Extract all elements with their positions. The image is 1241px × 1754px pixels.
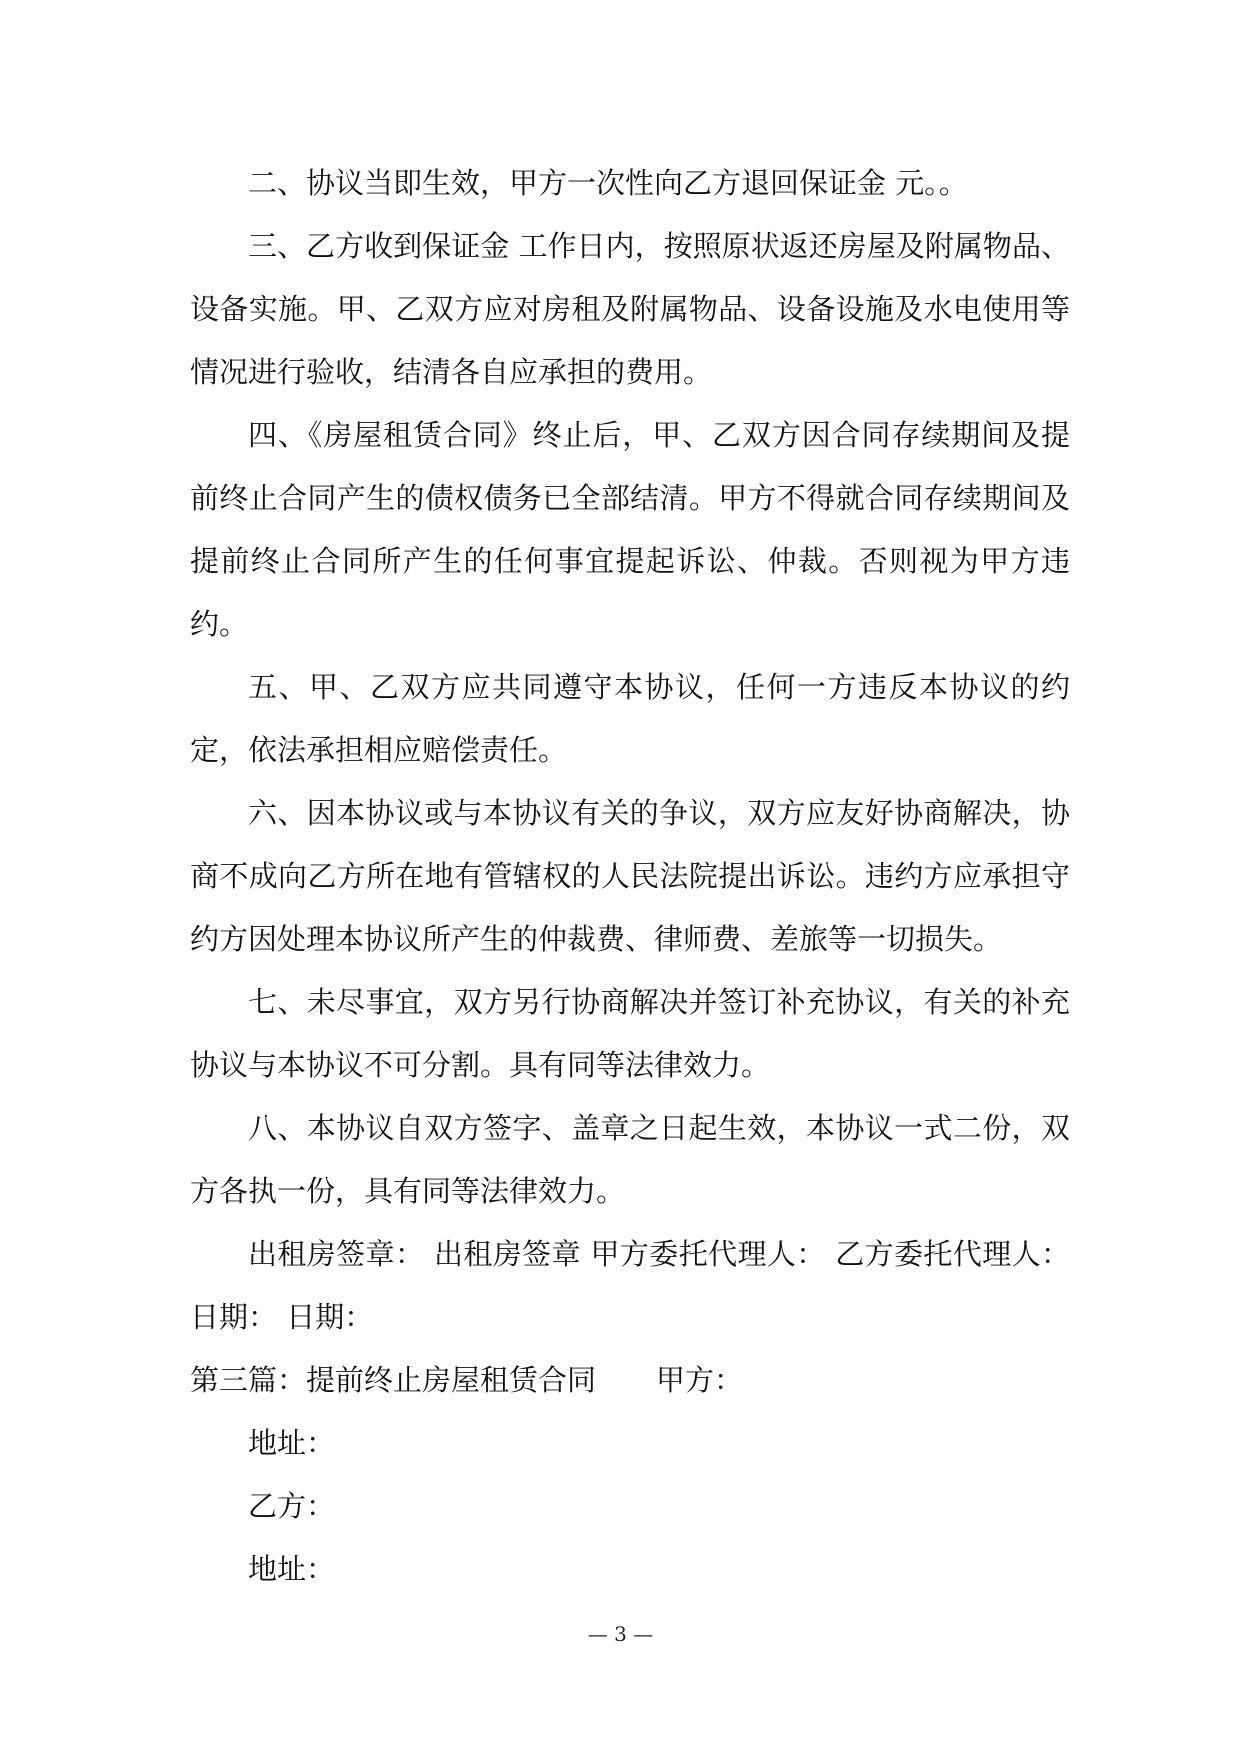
section-heading bbox=[190, 1349, 1070, 1412]
section-title: 第三篇：提前终止房屋租赁合同 bbox=[190, 1363, 597, 1397]
page-number: — 3 — bbox=[587, 1622, 654, 1646]
clause-3: 三、乙方收到保证金 工作日内，按照原状返还房屋及附属物品、设备实施。甲、乙双方应对房租及附属物品、设备设施及水电使用等情况进行验收，结清各自应承担的费用。 bbox=[190, 229, 1070, 389]
clause-6: 六、因本协议或与本协议有关的争议，双方应友好协商解决，协商不成向乙方所在地有管辖权的人民法院提出诉讼。违约方应承担守约方因处理本协议所产生的仲裁费、律师费、差旅等一切损失。 bbox=[190, 796, 1070, 956]
party-a-label: 甲方： bbox=[656, 1363, 744, 1397]
address-field-2: 地址： bbox=[248, 1552, 336, 1586]
clause-8: 八、本协议自双方签字、盖章之日起生效，本协议一式二份，双方各执一份，具有同等法律效力。 bbox=[190, 1111, 1070, 1208]
clause-7: 七、未尽事宜，双方另行协商解决并签订补充协议，有关的补充协议与本协议不可分割。具有同等法律效力。 bbox=[190, 985, 1070, 1082]
clause-4: 四、《房屋租赁合同》终止后，甲、乙双方因合同存续期间及提前终止合同产生的债权债务已全部结清。甲方不得就合同存续期间及提前终止合同所产生的任何事宜提起诉讼、仲裁。否则视为甲方违约。 bbox=[190, 418, 1070, 641]
clause-2: 二、协议当即生效，甲方一次性向乙方退回保证金 元。。 bbox=[248, 166, 968, 200]
document-body bbox=[190, 152, 1070, 1601]
clause-5: 五、甲、乙双方应共同遵守本协议，任何一方违反本协议的约定，依法承担相应赔偿责任。 bbox=[190, 670, 1070, 767]
signature-line: 出租房签章： 出租房签章 甲方委托代理人： 乙方委托代理人：日期： 日期： bbox=[190, 1237, 1070, 1334]
party-b-field: 乙方： bbox=[248, 1489, 336, 1523]
address-field-1: 地址： bbox=[248, 1426, 336, 1460]
